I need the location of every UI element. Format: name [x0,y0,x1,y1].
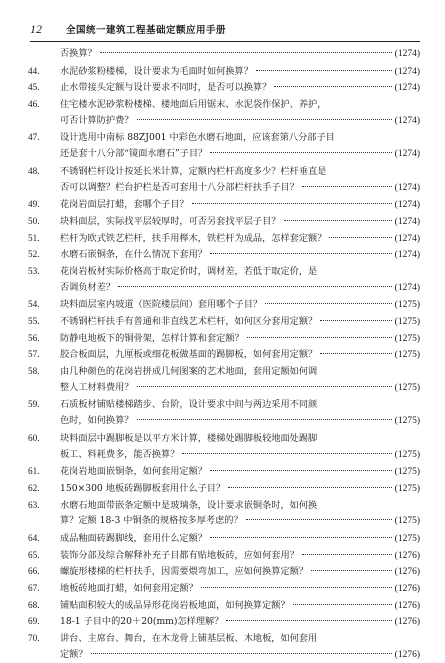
toc-entry [28,63,420,80]
toc-line [28,463,420,480]
toc-line [28,296,420,313]
entry-text: 否换算？ [60,48,97,59]
entry-number: 45. [28,82,40,93]
toc-line [28,413,420,430]
page-header [30,22,420,42]
toc-entry [28,530,420,547]
dot-leader [329,237,391,238]
entry-text: 栏杆为欧式铁艺栏杆，扶手用榉木，铁栏杆为成品，怎样套定额？ [60,232,327,244]
toc-line [28,630,420,647]
entry-number: 47. [28,132,40,143]
entry-text: 块料面层中踢脚板是以平方米计算，楼梯处踢脚板较地面处踢脚 [60,432,318,444]
dot-leader [210,537,392,538]
toc-line [28,46,420,63]
toc-line [28,163,420,180]
entry-page-ref: (1274) [394,233,420,244]
page-number: 12 [30,22,42,36]
dot-leader [210,152,391,153]
entry-text: 石质板材铺贴楼梯踏步、台阶，设计要求中间与两边采用不同颜 [60,399,318,411]
entry-text: 150×300 地板砖踢脚板套用什么子目？ [60,482,226,494]
entry-text: 铺贴面积较大的成品异形花岗岩板地面，如何换算定额？ [60,599,290,611]
toc-entry [28,96,420,129]
entry-text: 花岗岩板材实际价格高于取定价时，调材差，若低于取定价，是 [60,265,318,277]
entry-number: 59. [28,399,40,410]
toc-line [28,647,420,663]
entry-page-ref: (1274) [394,250,420,261]
toc-entry [28,363,420,396]
toc-line [28,497,420,514]
toc-line [28,430,420,447]
entry-number: 61. [28,466,40,477]
entry-number: 53. [28,265,40,276]
dot-leader [210,253,392,254]
entry-text: 设计选用中南标 88ZJ001 中彩色水磨石地面，应该套第八分部子目 [60,132,335,144]
entry-text: 可否计算防护费？ [60,114,134,126]
dot-leader [293,604,392,605]
entry-number: 51. [28,232,40,243]
entry-number: 50. [28,215,40,226]
entry-number: 64. [28,532,40,543]
entry-number: 66. [28,566,40,577]
entry-number: 46. [28,99,40,110]
entry-text: 还是套十八分部“镜面水磨石”子目？ [60,148,208,160]
entry-page-ref: (1275) [394,483,420,494]
toc-line [28,96,420,113]
entry-text: 板工、料耗费多，能否换算？ [60,448,180,460]
entry-text: 算？定额 18-3 中铜条的规格按多厚考虑的？ [60,515,243,527]
entry-text: 花岗岩面层打蜡，套哪个子目？ [60,199,189,211]
entry-page-ref: (1274) [394,49,420,59]
entry-page-ref: (1276) [394,550,420,561]
dot-leader [137,419,392,420]
toc-line [28,330,420,347]
toc-line [28,447,420,464]
entry-page-ref: (1274) [394,66,420,77]
toc-entry [28,580,420,597]
dot-leader [228,487,392,488]
toc-line [28,129,420,146]
entry-page-ref: (1275) [394,516,420,527]
dot-leader [302,186,392,187]
entry-number: 62. [28,482,40,493]
entry-text: 花岗岩地面嵌铜条，如何套用定额？ [60,466,207,478]
toc-entry [28,230,420,247]
toc-line [28,480,420,497]
entry-text: 胶合板面层，九厘板或细花板做基面的踢脚板，如何套用定额？ [60,349,318,361]
toc-line [28,79,420,96]
entry-number: 67. [28,583,40,593]
entry-number: 54. [28,299,40,310]
entry-text: 水磨石嵌铜条，在什么情况下套用？ [60,249,207,261]
dot-leader [247,337,392,338]
entry-text: 止水带接头定额与设计要求不同时，是否可以换算？ [60,82,272,94]
dot-leader [100,52,392,53]
entry-page-ref: (1276) [394,649,420,660]
toc-entry [28,613,420,630]
dot-leader [256,70,392,71]
entry-page-ref: (1274) [394,83,420,94]
entry-text: 地板砖地面打蜡，如何套用定额？ [60,583,198,594]
entry-number: 60. [28,432,40,443]
entry-number: 55. [28,316,40,326]
dot-leader [192,203,392,204]
entry-number: 44. [28,65,40,76]
dot-leader [320,320,391,321]
entry-number: 63. [28,499,40,510]
toc-line [28,613,420,630]
dot-leader [311,570,392,571]
dot-leader [118,286,392,287]
entry-page-ref: (1275) [394,416,420,427]
entry-page-ref: (1275) [394,350,420,361]
entry-page-ref: (1275) [394,533,420,544]
toc-entry [28,296,420,313]
entry-text: 水泥砂浆粉楼梯，设计要求为毛面时如何换算？ [60,65,253,77]
toc-entry [28,213,420,230]
toc-line [28,580,420,597]
toc-entry [28,547,420,564]
toc-entry [28,346,420,363]
dot-leader [137,386,392,387]
toc-line [28,396,420,413]
entry-text: 定额？ [60,648,88,660]
entry-page-ref: (1274) [394,149,420,160]
entry-number: 70. [28,633,40,644]
entry-page-ref: (1276) [394,617,420,628]
entry-text: 整人工材料费用？ [60,381,134,393]
entry-page-ref: (1274) [394,115,420,126]
dot-leader [302,554,392,555]
dot-leader [284,220,392,221]
entry-text: 不锈钢栏杆扶手有普通和非直线艺术栏杆，如何区分套用定额？ [60,316,318,327]
toc-line [28,597,420,614]
toc-entry [28,480,420,497]
toc-line [28,346,420,363]
toc-entry [28,46,420,63]
entry-page-ref: (1276) [394,567,420,578]
toc-entry [28,497,420,530]
entry-number: 56. [28,332,40,343]
entry-page-ref: (1275) [394,300,420,311]
toc-entry [28,463,420,480]
toc-entry [28,396,420,429]
running-title: 全国统一建筑工程基础定额应用手册 [66,25,227,36]
toc-entry [28,163,420,196]
toc-line [28,63,420,80]
toc-entry [28,630,420,663]
toc-entry [28,330,420,347]
entry-text: 块料面层室内坡道（医院楼层间）套用哪个子目？ [60,299,263,311]
entry-number: 68. [28,599,40,610]
entry-page-ref: (1275) [394,467,420,478]
entry-text: 水磨石地面带嵌条定额中是玻璃条，设计要求嵌铜条时，如何换 [60,499,318,511]
dot-leader [137,119,392,120]
toc-line [28,246,420,263]
toc-line [28,180,420,197]
toc-entry [28,129,420,162]
entry-text: 住宅楼水泥砂浆粉楼梯、楼地面后用锯末、水泥袋作保护、养护， [60,99,327,111]
dot-leader [274,86,391,87]
entry-text: 讲台、主席台、舞台，在木龙骨上铺基层板、木地板，如何套用 [60,633,318,645]
entry-page-ref: (1274) [394,200,420,211]
dot-leader [246,519,392,520]
entry-page-ref: (1276) [394,584,420,594]
dot-leader [226,620,391,621]
toc-entry [28,313,420,330]
entry-page-ref: (1276) [394,600,420,611]
toc-entry [28,79,420,96]
entry-text: 成品釉面砖踢脚线，套用什么定额？ [60,532,207,544]
entry-number: 58. [28,366,40,377]
entry-number: 65. [28,549,40,560]
dot-leader [210,470,392,471]
table-of-contents [28,46,420,663]
dot-leader [91,653,392,654]
entry-number: 69. [28,616,40,627]
entry-page-ref: (1274) [394,182,420,193]
toc-line [28,213,420,230]
entry-text: 否可以调整？栏台护栏是否可套用十八分部栏杆扶手子目？ [60,181,299,193]
entry-text: 螺旋形楼梯的栏杆扶手，因需要煨弯加工，应如何换算定额？ [60,566,309,578]
toc-line [28,530,420,547]
toc-line [28,380,420,397]
entry-text: 装饰分部及综合解释补充子目都有贴地板砖，应如何套用？ [60,549,299,561]
toc-line [28,263,420,280]
toc-entry [28,430,420,463]
dot-leader [201,587,392,588]
toc-entry [28,246,420,263]
entry-text: 色时，如何换算？ [60,415,134,427]
toc-entry [28,196,420,213]
entry-number: 48. [28,165,40,176]
toc-line [28,547,420,564]
toc-line [28,313,420,330]
toc-entry [28,597,420,614]
entry-page-ref: (1275) [394,382,420,393]
entry-page-ref: (1275) [394,317,420,327]
entry-text: 由几种颜色的花岗岩拼成几何图案的艺术地面，套用定额如何调 [60,366,318,378]
entry-text: 块料面层，实际找平层较厚时，可否另套找平层子目？ [60,215,281,227]
dot-leader [265,303,392,304]
entry-page-ref: (1274) [394,282,420,293]
toc-line [28,146,420,163]
entry-number: 49. [28,199,40,210]
entry-page-ref: (1274) [394,216,420,227]
toc-line [28,363,420,380]
toc-entry [28,563,420,580]
entry-page-ref: (1275) [394,333,420,344]
entry-text: 否调负材差？ [60,281,116,293]
entry-text: 不锈钢栏杆设计按延长米计算，定额内栏杆高度多少？栏杆垂直是 [60,165,327,177]
toc-line [28,230,420,247]
entry-text: 防静电地板下的铜骨架，怎样计算和套定额？ [60,332,244,344]
toc-line [28,113,420,130]
toc-line [28,280,420,297]
entry-page-ref: (1275) [394,449,420,460]
dot-leader [320,353,391,354]
dot-leader [182,453,391,454]
toc-entry [28,263,420,296]
entry-number: 57. [28,349,40,360]
toc-line [28,196,420,213]
toc-line [28,513,420,530]
toc-line [28,563,420,580]
entry-number: 52. [28,249,40,260]
entry-text: 18-1 子目中的20＋20(mm)怎样理解？ [60,616,224,628]
